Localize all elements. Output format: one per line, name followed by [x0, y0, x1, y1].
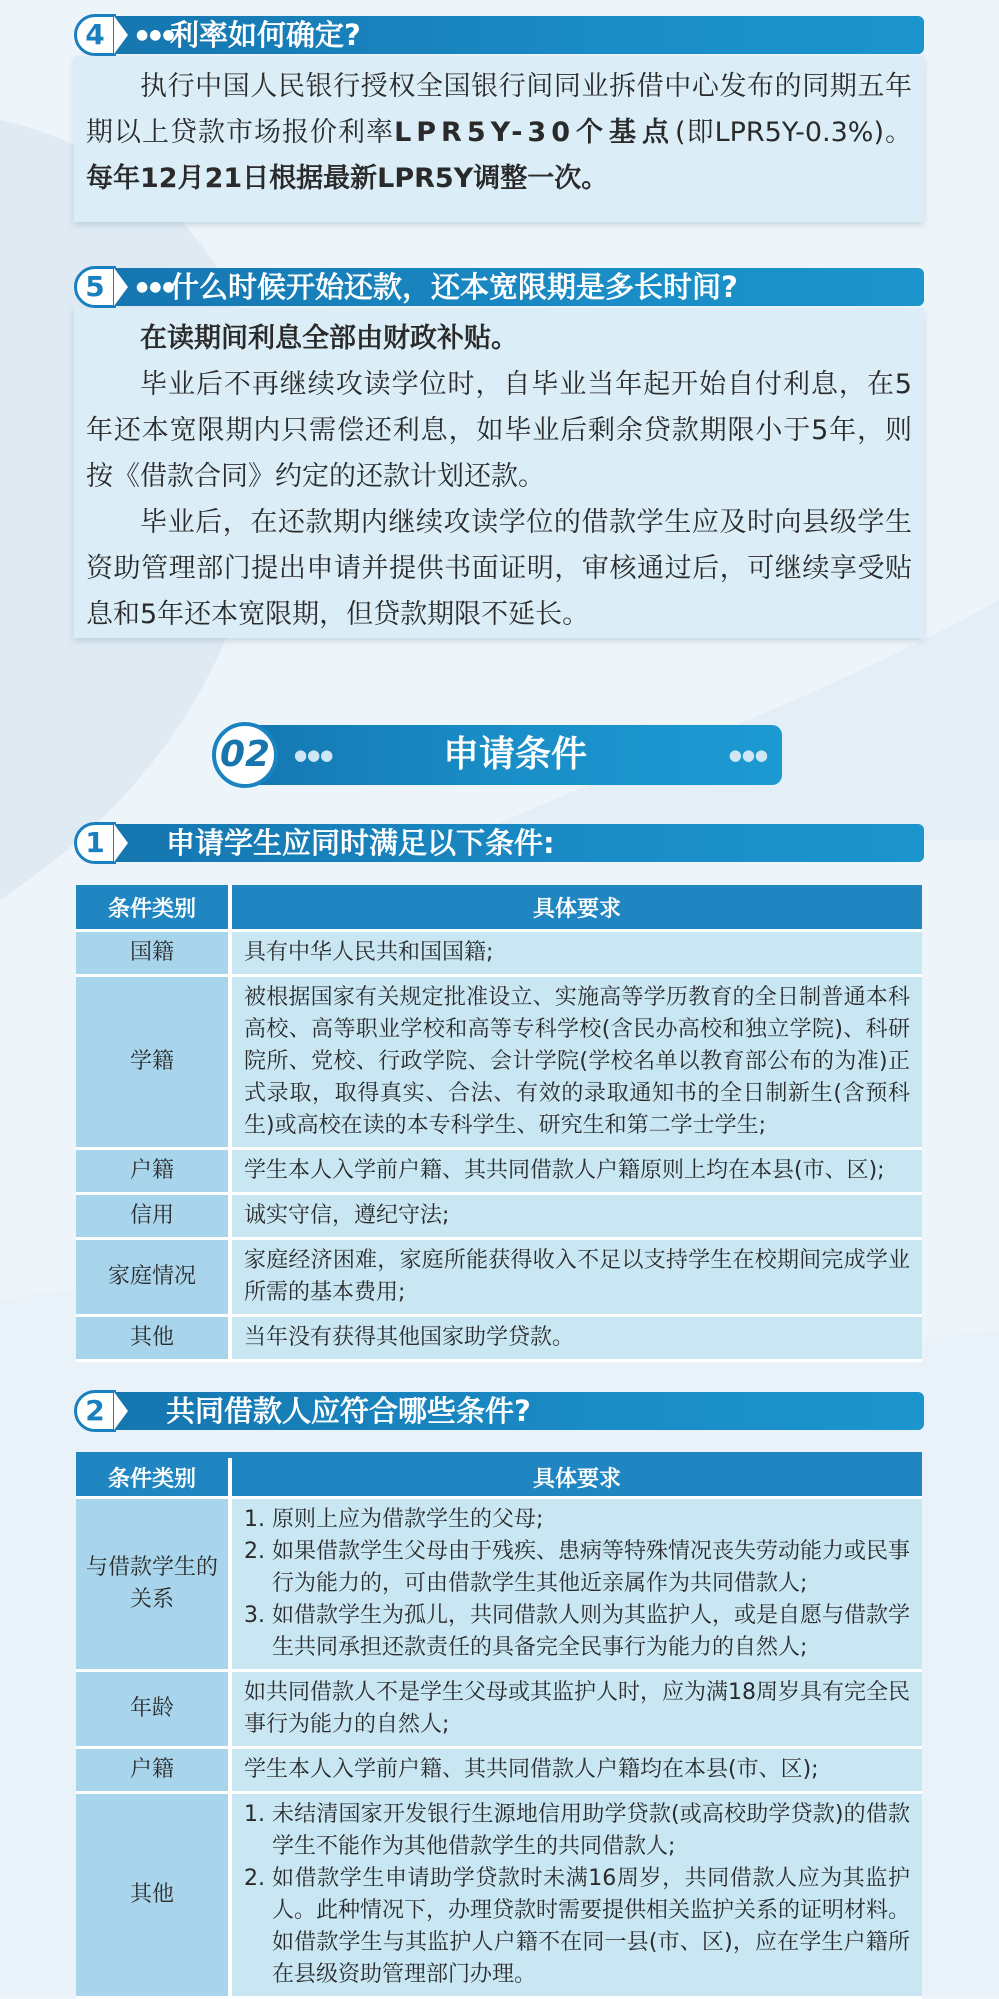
other-conditions-list [244, 1799, 910, 1991]
list-item: 3. 如借款学生为孤儿，共同借款人则为其监护人，或是自愿与借款学生共同承担还款责任的具备完全民事行为能力的自然人; [272, 1600, 910, 1664]
section-title: 什么时候开始还款，还本宽限期是多长时间? [170, 270, 738, 304]
subsection-2-header [74, 1392, 924, 1430]
list-item: 1. 原则上应为借款学生的父母; [272, 1504, 910, 1536]
banner-number: 02 [212, 722, 278, 788]
table-row: 其他 当年没有获得其他国家助学贷款。 [76, 1317, 922, 1362]
list-item: 2. 如借款学生申请助学贷款时未满16周岁，共同借款人应为其监护人。此种情况下，办理贷款时需要提供相关监护关系的证明材料。如借款学生与其监护人户籍不在同一县(市、区)，应在学生户籍所在县级资助管理部门办理。 [272, 1863, 910, 1991]
table-row: 信用 诚实守信，遵纪守法; [76, 1195, 922, 1240]
header-category: 条件类别 [76, 1458, 232, 1499]
grace-period-paragraph: 毕业后不再继续攻读学位时，自毕业当年起开始自付利息，在5年还本宽限期内只需偿还利息，如毕业后剩余贷款期限小于5年，则按《借款合同》约定的还款计划还款。 [86, 369, 912, 492]
table-row: 年龄 如共同借款人不是学生父母或其监护人时，应为满18周岁具有完全民事行为能力的自然人; [76, 1672, 922, 1749]
section-02-banner [212, 722, 782, 788]
section-4-header [74, 16, 924, 54]
interest-subsidy-paragraph: 在读期间利息全部由财政补贴。 [140, 323, 518, 354]
rate-paragraph: 执行中国人民银行授权全国银行间同业拆借中心发布的同期五年期以上贷款市场报价利率LPR5Y-30个基点(即LPR5Y-0.3%)。每年12月21日根据最新LPR5Y调整一次。 [86, 71, 913, 194]
table-row: 国籍 具有中华人民共和国国籍; [76, 932, 922, 977]
section-4-content [74, 56, 924, 222]
section-number: 5 [74, 266, 116, 308]
header-category: 条件类别 [76, 885, 232, 932]
table-row: 户籍 学生本人入学前户籍、其共同借款人户籍原则上均在本县(市、区); [76, 1150, 922, 1195]
subsection-1-header [74, 824, 924, 862]
list-item: 1. 未结清国家开发银行生源地信用助学贷款(或高校助学贷款)的借款学生不能作为其他借款学生的共同借款人; [272, 1799, 910, 1863]
subsection-number: 1 [74, 822, 116, 864]
table-row: 其他 1. 未结清国家开发银行生源地信用助学贷款(或高校助学贷款)的借款学生不能作为其他借款学生的共同借款人; 2. 如借款学生申请助学贷款时未满16周岁，共同借款人应为其监护人。此种情况下，办理贷款时需要提供相关监护关系的证明材料。如借款学生与其监护人户籍不在同一县(市、区)，应在学生户籍所在县级资助管理部门办理。 [76, 1794, 922, 1999]
header-detail: 具体要求 [232, 1458, 922, 1499]
section-5-header [74, 268, 924, 306]
dots-icon: ●●● [294, 746, 334, 764]
section-5-content [74, 308, 924, 638]
continue-study-paragraph: 毕业后，在还款期内继续攻读学位的借款学生应及时向县级学生资助管理部门提出申请并提供书面证明，审核通过后，可继续享受贴息和5年还本宽限期，但贷款期限不延长。 [86, 507, 912, 630]
student-conditions-table [76, 885, 922, 1362]
table-row: 户籍 学生本人入学前户籍、其共同借款人户籍均在本县(市、区); [76, 1749, 922, 1794]
co-borrower-conditions-table [76, 1458, 922, 1999]
dots-icon: ●●● [136, 27, 176, 43]
dots-icon: ●●● [728, 746, 768, 764]
banner-title: 申请条件 [442, 734, 587, 775]
subsection-number: 2 [74, 1390, 116, 1432]
table-row: 与借款学生的关系 1. 原则上应为借款学生的父母; 2. 如果借款学生父母由于残疾、患病等特殊情况丧失劳动能力或民事行为能力的，可由借款学生其他近亲属作为共同借款人; 3. 如借款学生为孤儿，共同借款人则为其监护人，或是自愿与借款学生共同承担还款责任的具备完全民事行为能力的自然人; [76, 1499, 922, 1672]
header-detail: 具体要求 [232, 885, 922, 932]
dots-icon: ●●● [136, 279, 176, 295]
table-row: 学籍 被根据国家有关规定批准设立、实施高等学历教育的全日制普通本科高校、高等职业学校和高等专科学校(含民办高校和独立学院)、科研院所、党校、行政学院、会计学院(学校名单以教育部公布的为准)正式录取，取得真实、合法、有效的录取通知书的全日制新生(含预科生)或高校在读的本专科学生、研究生和第二学士学生; [76, 977, 922, 1150]
list-item: 2. 如果借款学生父母由于残疾、患病等特殊情况丧失劳动能力或民事行为能力的，可由借款学生其他近亲属作为共同借款人; [272, 1536, 910, 1600]
table-row: 家庭情况 家庭经济困难，家庭所能获得收入不足以支持学生在校期间完成学业所需的基本费用; [76, 1240, 922, 1317]
section-title: 利率如何确定? [170, 18, 361, 52]
subsection-title: 申请学生应同时满足以下条件: [166, 826, 555, 860]
section-number: 4 [74, 14, 116, 56]
subsection-title: 共同借款人应符合哪些条件? [166, 1394, 531, 1428]
relationship-list [244, 1504, 910, 1664]
